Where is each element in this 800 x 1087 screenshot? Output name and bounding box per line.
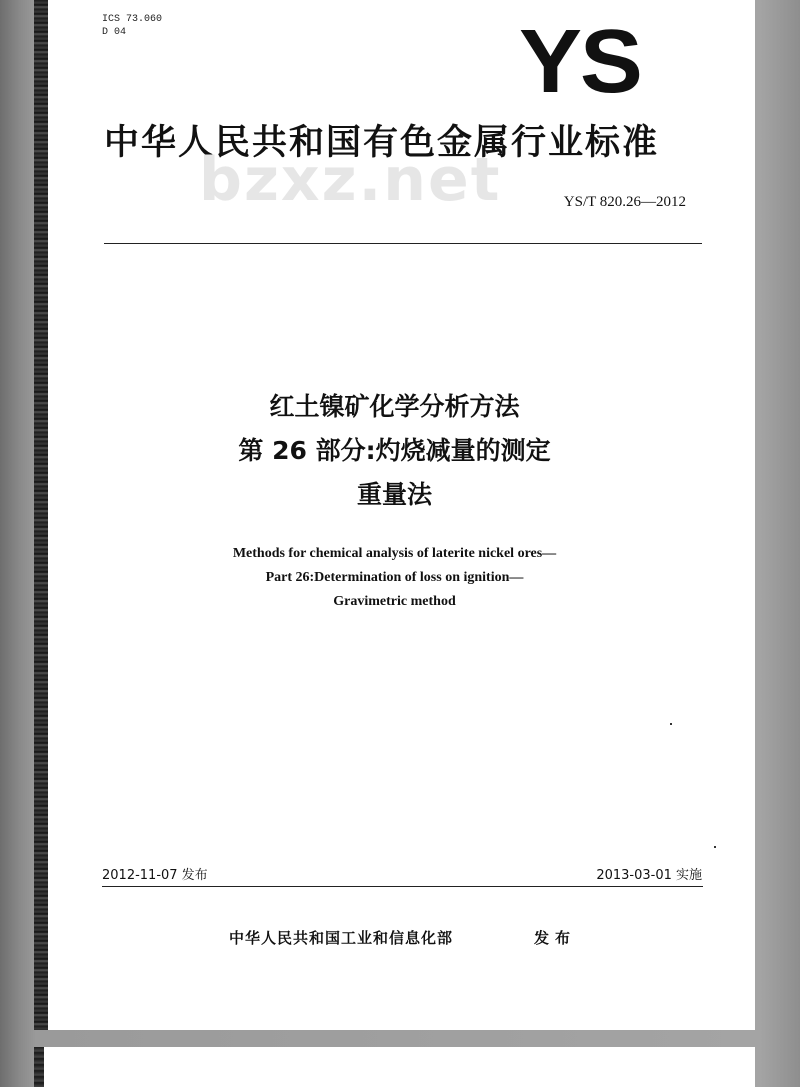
document-page bbox=[34, 0, 755, 1030]
scan-edge bbox=[34, 1047, 44, 1087]
ys-logo: YS bbox=[519, 12, 641, 112]
issuing-verb: 发布 bbox=[534, 929, 577, 947]
publish-date: 2012-11-07 发布 bbox=[102, 868, 208, 883]
title-cn-line3: 重量法 bbox=[356, 480, 432, 509]
ics-code: ICS 73.060 bbox=[102, 14, 163, 25]
header-divider bbox=[104, 243, 702, 244]
title-en-line3: Gravimetric method bbox=[333, 594, 456, 609]
footer-divider bbox=[102, 886, 703, 887]
issuing-authority: 中华人民共和国工业和信息化部 bbox=[229, 929, 454, 947]
title-en-line2: Part 26:Determination of loss on ignition— bbox=[265, 570, 524, 585]
ccs-code: D 04 bbox=[102, 27, 127, 38]
title-cn-line2: 第 26 部分:灼烧减量的测定 bbox=[238, 436, 551, 465]
title-cn-line1: 红土镍矿化学分析方法 bbox=[269, 392, 520, 421]
scan-speck bbox=[670, 723, 672, 725]
next-page bbox=[34, 1047, 755, 1087]
standard-category: 中华人民共和国有色金属行业标准 bbox=[104, 123, 660, 163]
watermark: bzxz.net bbox=[199, 145, 502, 215]
implement-date: 2013-03-01 实施 bbox=[596, 868, 702, 883]
scan-speck bbox=[714, 846, 716, 848]
title-en-line1: Methods for chemical analysis of laterite nickel ores— bbox=[232, 546, 557, 561]
standard-number: YS/T 820.26—2012 bbox=[563, 194, 686, 210]
classification-codes bbox=[102, 13, 162, 39]
